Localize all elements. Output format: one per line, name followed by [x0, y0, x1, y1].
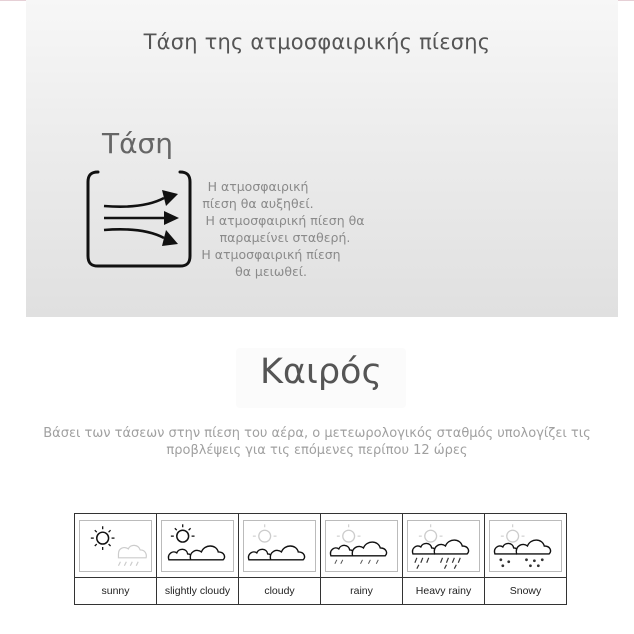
trend-title: Τάση της ατμοσφαιρικής πίεσης	[143, 30, 491, 54]
weather-heading: Καιρός	[259, 352, 383, 392]
trend-steady-text: Η ατμοσφαιρική πίεση θα παραμείνει σταθερή.	[205, 213, 365, 245]
forecast-cell-sunny	[75, 514, 157, 604]
trend-label: Τάση	[102, 127, 174, 160]
heavy-rain-icon	[407, 520, 480, 572]
sunny-icon	[79, 520, 152, 572]
forecast-label: Heavy rainy	[415, 585, 472, 597]
forecast-label: cloudy	[264, 585, 295, 597]
forecast-cell-heavy-rainy	[403, 514, 485, 604]
forecast-label: rainy	[350, 585, 373, 597]
pressure-trend-arrows-icon	[84, 168, 194, 272]
forecast-label: slightly cloudy	[164, 585, 231, 597]
trend-falling-text: Η ατμοσφαιρική πίεση θα μειωθεί.	[201, 247, 341, 279]
forecast-cell-snowy	[485, 514, 566, 604]
partly-cloudy-icon	[161, 520, 234, 572]
rainy-icon	[325, 520, 398, 572]
forecast-cell-cloudy	[239, 514, 321, 604]
forecast-cell-slightly-cloudy	[157, 514, 239, 604]
cloudy-icon	[243, 520, 316, 572]
forecast-cell-rainy	[321, 514, 403, 604]
forecast-label: Snowy	[509, 585, 542, 597]
forecast-table	[74, 513, 567, 605]
trend-rising-text: Η ατμοσφαιρική πίεση θα αυξηθεί.	[202, 179, 314, 211]
forecast-label: sunny	[101, 585, 130, 597]
weather-description: Βάσει των τάσεων στην πίεση του αέρα, ο μετεωρολογικός σταθμός υπολογίζει τις προβλέψεις για τις επόμενες περίπου 12 ώρες	[43, 426, 591, 458]
snowy-icon	[489, 520, 562, 572]
